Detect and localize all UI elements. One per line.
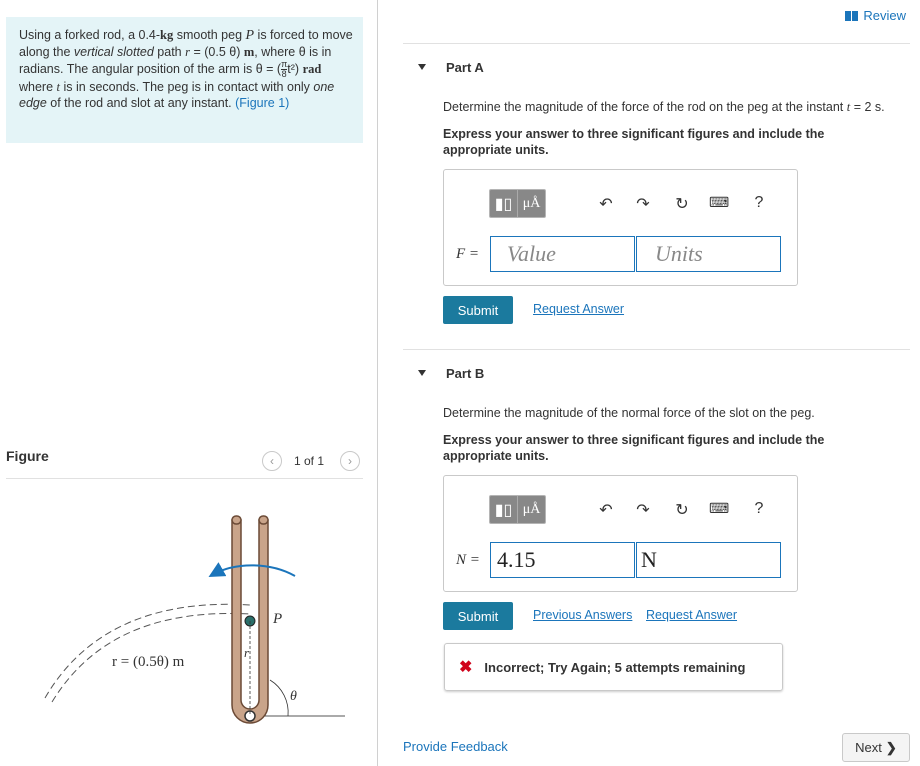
undo-icon[interactable]: ↶ bbox=[599, 502, 613, 519]
part-b-template-toolbar bbox=[489, 495, 546, 524]
part-a-question: Determine the magnitude of the force of the rod on the peg at the instant t = 2 s. bbox=[443, 100, 885, 114]
part-b-instruction: Express your answer to three significant figures and include the appropriate units. bbox=[443, 433, 825, 463]
problem-text: Using a forked rod, a 0.4-kg smooth peg P is forced to move along the vertical slotted path r = (0.5 θ) m, where θ is in radians. The angular position of the arm is θ = ( $\frac{\pi}{8}$ t²) rad where t is in seconds. The peg is in contact with only one edge of the rod and slot at any instant. (Figure 1) bbox=[19, 28, 353, 110]
part-a-title: Part A bbox=[446, 60, 484, 75]
part-a-submit-button[interactable]: Submit bbox=[443, 296, 513, 324]
rotation-arrow bbox=[212, 565, 295, 576]
problem-statement bbox=[6, 17, 363, 143]
part-b-request-answer-link[interactable]: Request Answer bbox=[646, 608, 738, 622]
chevron-left-icon: ‹ bbox=[270, 454, 274, 468]
help-icon[interactable]: ? bbox=[754, 500, 764, 517]
part-a-instruction: Express your answer to three significant figures and include the appropriate units. bbox=[443, 127, 825, 157]
figure-title: Figure bbox=[6, 448, 49, 464]
part-a-divider bbox=[403, 43, 910, 44]
book-icon bbox=[845, 11, 858, 21]
part-b-title: Part B bbox=[446, 366, 485, 381]
incorrect-icon: ✖ bbox=[459, 659, 473, 676]
theta-label: θ bbox=[290, 689, 297, 704]
t-var: t bbox=[56, 80, 61, 94]
theta-arc bbox=[270, 680, 288, 716]
part-b-submit-button[interactable]: Submit bbox=[443, 602, 513, 630]
keyboard-icon[interactable]: ⌨ bbox=[709, 500, 730, 516]
chevron-right-icon: › bbox=[348, 454, 352, 468]
reset-icon[interactable]: ↻ bbox=[675, 196, 689, 213]
figure-divider bbox=[6, 478, 363, 479]
spiral-path bbox=[45, 604, 250, 698]
collapse-part-b-icon[interactable] bbox=[418, 370, 426, 376]
provide-feedback-link[interactable]: Provide Feedback bbox=[403, 739, 508, 754]
previous-answers-link[interactable]: Previous Answers bbox=[533, 608, 633, 622]
reset-icon[interactable]: ↻ bbox=[675, 502, 689, 519]
part-a-request-answer-link[interactable]: Request Answer bbox=[533, 302, 625, 316]
units-input[interactable]: N bbox=[636, 542, 781, 578]
units-icon[interactable]: μÅ bbox=[517, 496, 545, 523]
part-b-question: Determine the magnitude of the normal force of the slot on the peg. bbox=[443, 406, 815, 420]
templates-icon[interactable]: ▮▯ bbox=[494, 501, 513, 519]
figure-diagram bbox=[0, 480, 370, 766]
redo-icon[interactable]: ↷ bbox=[636, 502, 650, 519]
figure-pager: 1 of 1 bbox=[294, 454, 325, 468]
templates-icon[interactable]: ▮▯ bbox=[494, 195, 513, 213]
chevron-right-icon: ❯ bbox=[885, 739, 897, 755]
help-icon[interactable]: ? bbox=[754, 194, 764, 211]
prev-figure-button[interactable] bbox=[262, 451, 282, 471]
part-a-answer-box bbox=[443, 169, 798, 286]
part-a-template-toolbar bbox=[489, 189, 546, 218]
figure-link[interactable]: (Figure 1) bbox=[235, 96, 290, 110]
units-input[interactable]: Units bbox=[636, 236, 781, 272]
undo-icon[interactable]: ↶ bbox=[599, 196, 613, 213]
r-equation-label: r = (0.5θ) m bbox=[112, 654, 185, 670]
redo-icon[interactable]: ↷ bbox=[636, 196, 650, 213]
n-variable-label: N = bbox=[456, 552, 480, 568]
f-variable-label: F = bbox=[456, 246, 480, 262]
next-figure-button[interactable] bbox=[340, 451, 360, 471]
units-icon[interactable]: μÅ bbox=[517, 190, 545, 217]
next-button[interactable]: Next ❯ bbox=[842, 733, 910, 762]
feedback-message: ✖ Incorrect; Try Again; 5 attempts remaining bbox=[444, 643, 783, 691]
value-input[interactable]: Value bbox=[490, 236, 635, 272]
divider bbox=[377, 0, 378, 766]
r-label: r bbox=[244, 645, 250, 660]
part-b-divider bbox=[403, 349, 910, 350]
keyboard-icon[interactable]: ⌨ bbox=[709, 194, 730, 210]
collapse-part-a-icon[interactable] bbox=[418, 64, 426, 70]
value-input[interactable]: 4.15 bbox=[490, 542, 635, 578]
part-b-answer-box bbox=[443, 475, 798, 592]
p-label: P bbox=[273, 611, 283, 627]
review-link[interactable]: Review bbox=[845, 8, 906, 23]
